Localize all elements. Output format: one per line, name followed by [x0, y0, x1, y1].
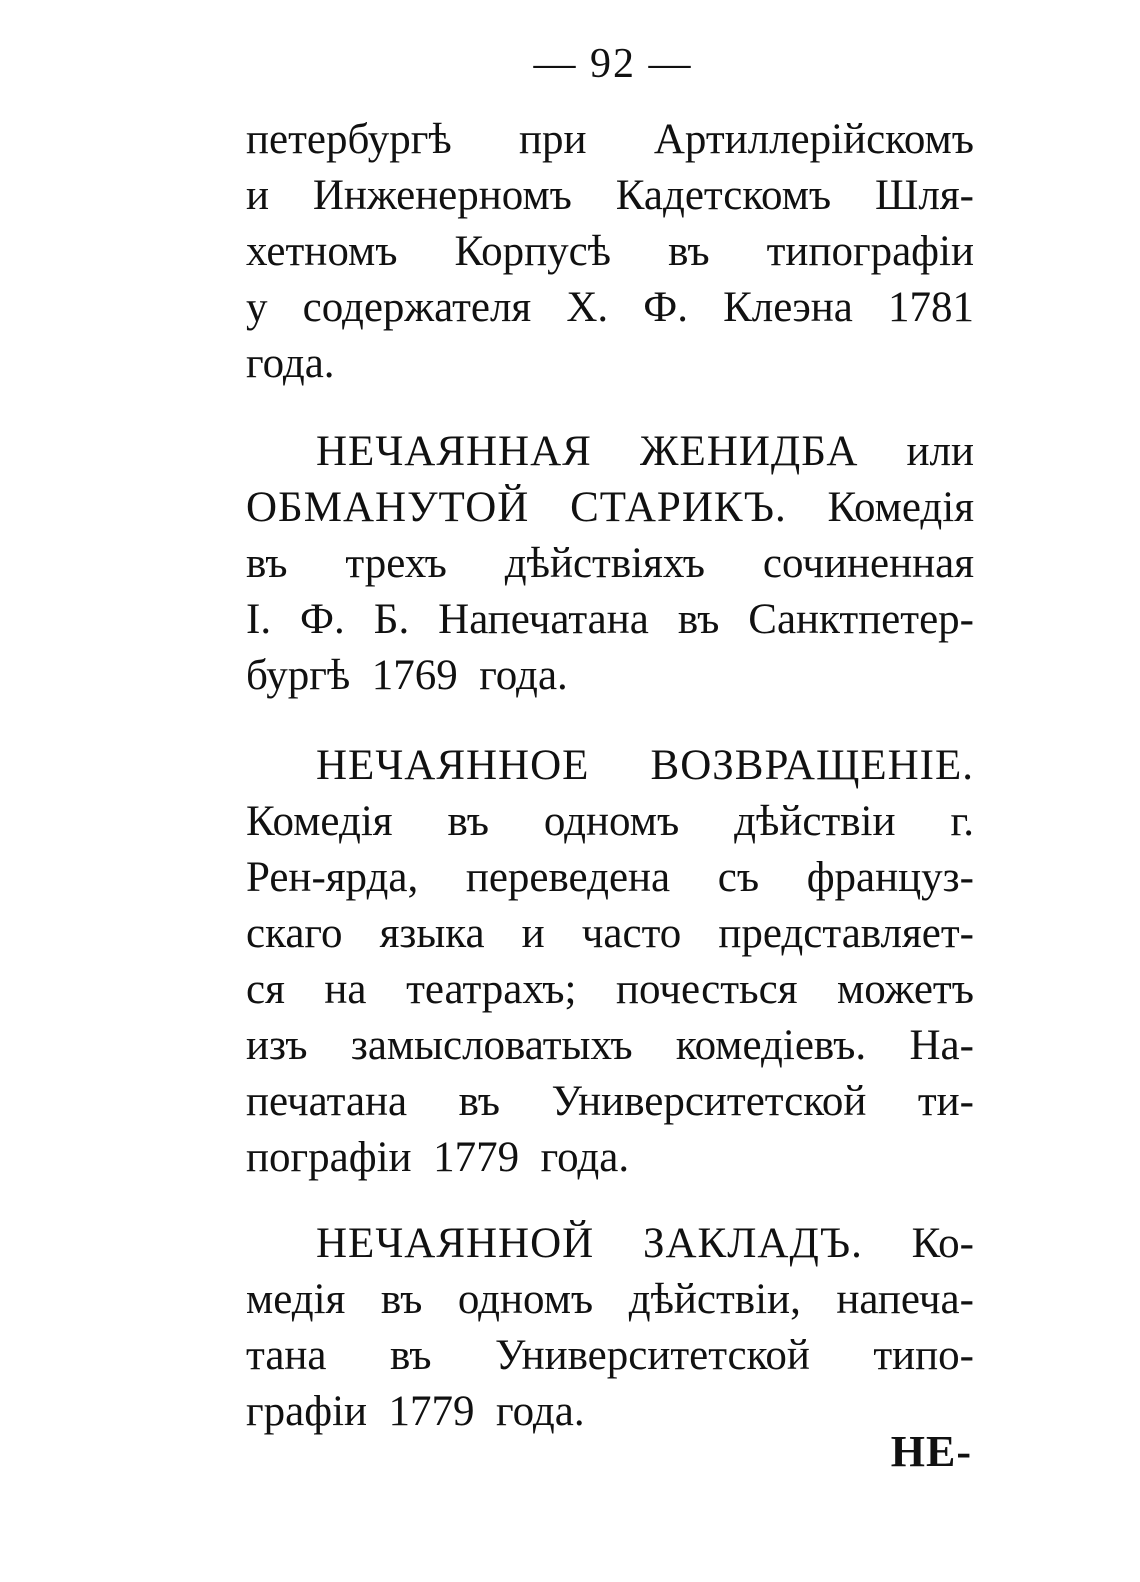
word: СТАРИКЪ.: [570, 484, 787, 531]
word: Инженерномъ: [312, 172, 572, 219]
word: напеча-: [836, 1276, 974, 1323]
word: въ: [246, 540, 288, 587]
word: и: [521, 910, 545, 957]
word: Б.: [373, 596, 410, 643]
word: Комедія: [827, 484, 974, 531]
word: г.: [950, 798, 974, 845]
word: 1779: [388, 1388, 475, 1435]
text-line: [246, 738, 974, 794]
word: ОБМАНУТОЙ: [246, 484, 530, 531]
word: въ: [458, 1078, 501, 1125]
word: часто: [581, 910, 682, 957]
text-line: [246, 648, 974, 704]
word: комедіевъ.: [675, 1022, 867, 1069]
word: тана: [246, 1332, 327, 1379]
word: Х.: [566, 284, 609, 331]
word: 1779: [433, 1134, 520, 1181]
word: одномъ: [543, 798, 680, 845]
text-line: [246, 906, 974, 962]
word: Клеэна: [723, 284, 853, 331]
text-line: [246, 112, 974, 168]
text-line: [246, 168, 974, 224]
word: въ: [389, 1332, 432, 1379]
word: ВОЗВРАЩЕНІЕ.: [650, 742, 974, 789]
word: въ: [677, 596, 720, 643]
word: языка: [379, 910, 485, 957]
word: ся: [246, 966, 285, 1013]
word: НЕЧАЯННОЕ: [316, 742, 590, 789]
word: Корпусѣ: [454, 228, 612, 275]
word: француз-: [806, 854, 974, 901]
text-line: [246, 1130, 974, 1186]
word: въ: [447, 798, 489, 845]
word: дѣйствіи,: [628, 1276, 801, 1323]
text-line: [246, 592, 974, 648]
word: Артиллерійскомъ: [653, 116, 974, 163]
word: ЖЕНИДБА: [639, 428, 859, 475]
word: переведена: [465, 854, 671, 901]
word: одномъ: [457, 1276, 594, 1323]
word: года.: [496, 1388, 585, 1435]
word: І.: [246, 596, 272, 643]
word: Университетской: [551, 1078, 867, 1125]
word: почесться: [615, 966, 798, 1013]
word: типографіи: [766, 228, 974, 275]
word: бургѣ: [246, 652, 351, 699]
word: Шля-: [875, 172, 974, 219]
word: 1781: [887, 284, 974, 331]
text-line: [246, 536, 974, 592]
word: медія: [246, 1276, 346, 1323]
word: у: [246, 284, 268, 331]
text-line: [246, 1216, 974, 1272]
word: Комедія: [246, 798, 393, 845]
catchword: НЕ-: [890, 1427, 972, 1476]
word: графіи: [246, 1388, 368, 1435]
word: ЗАКЛАДЪ.: [642, 1220, 863, 1267]
word: замысловатыхъ: [350, 1022, 633, 1069]
word: Университетской: [494, 1332, 810, 1379]
word: Ко-: [911, 1220, 974, 1267]
word: Напечатана: [438, 596, 649, 643]
word: Рен-ярда,: [246, 854, 419, 901]
word: Санктпетер-: [748, 596, 974, 643]
word: представляет-: [718, 910, 974, 957]
word: года.: [540, 1134, 630, 1181]
word: въ: [380, 1276, 423, 1323]
text-line: [246, 1384, 974, 1440]
word: театрахъ;: [406, 966, 577, 1013]
text-line: [246, 336, 974, 392]
word: дѣйствіи: [734, 798, 896, 845]
word: Ф.: [300, 596, 345, 643]
word: НЕЧАЯННАЯ: [316, 428, 592, 475]
text-line: [246, 1074, 974, 1130]
word: и: [246, 172, 270, 219]
text-line: [246, 480, 974, 536]
word: НЕЧАЯННОЙ: [316, 1220, 595, 1267]
text-line: [246, 1272, 974, 1328]
entry-continued: [246, 112, 974, 392]
page-number: — 92 —: [533, 41, 693, 87]
word: на: [324, 966, 367, 1013]
word: или: [906, 428, 974, 475]
word: дѣйствіяхъ: [504, 540, 705, 587]
entry-nechayannoe-vozvrashchenie: [246, 738, 974, 1186]
word: можетъ: [837, 966, 974, 1013]
word: содержателя: [302, 284, 532, 331]
entry-nechayannoy-zaklad: [246, 1216, 974, 1440]
text-line: [246, 224, 974, 280]
entry-nechayannaya-zhenidba: [246, 424, 974, 704]
text-line: [246, 1328, 974, 1384]
word: Ф.: [643, 284, 688, 331]
word: печатана: [246, 1078, 408, 1125]
word: года.: [246, 340, 335, 387]
word: На-: [909, 1022, 974, 1069]
word: 1769: [371, 652, 458, 699]
text-line: [246, 1018, 974, 1074]
word: года.: [479, 652, 568, 699]
word: пографіи: [246, 1134, 412, 1181]
word: петербургѣ: [246, 116, 452, 163]
text-line: [246, 280, 974, 336]
word: Кадетскомъ: [615, 172, 832, 219]
text-line: [246, 850, 974, 906]
text-line: [246, 962, 974, 1018]
word: сочиненная: [762, 540, 974, 587]
word: типо-: [873, 1332, 974, 1379]
word: съ: [717, 854, 760, 901]
text-line: [246, 424, 974, 480]
word: при: [519, 116, 587, 163]
text-line: [246, 794, 974, 850]
word: хетномъ: [246, 228, 398, 275]
word: трехъ: [345, 540, 447, 587]
word: изъ: [246, 1022, 308, 1069]
word: ти-: [917, 1078, 974, 1125]
word: скаго: [246, 910, 343, 957]
word: въ: [668, 228, 710, 275]
